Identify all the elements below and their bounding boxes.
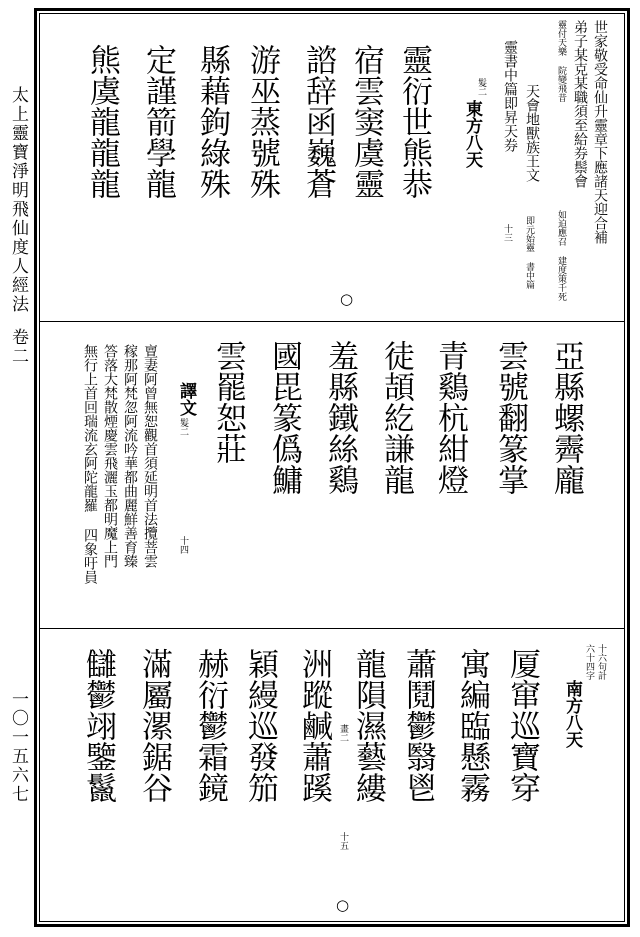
text-line: 答落大梵散煙慶雲飛灑玉都明魔上門 — [102, 344, 118, 568]
small-note: 十五 — [338, 832, 348, 850]
text-line: 世家敬受命仙升靈章下應諸天迎合補 — [592, 20, 608, 244]
book-title: 太上靈寶淨明飛仙度人經法 — [8, 86, 28, 314]
small-note: 靈付天樂 院變飛昔 — [556, 20, 566, 102]
page-number: 一〇一五六七 — [8, 690, 28, 804]
seal-column: 定謹箭學龍 — [140, 44, 176, 199]
translation-title: 譯文 — [176, 382, 196, 416]
seal-column: 青鷄杭紺燈 — [432, 340, 468, 495]
small-note: 髮二 — [476, 78, 486, 96]
seal-column: 宿雲窦虞靈 — [348, 44, 384, 199]
small-note: 即元始靈 書中篇 — [524, 216, 534, 289]
seal-column: 雲罷恕莊 — [210, 340, 246, 464]
seal-column: 縣藉鉤綠殊 — [194, 44, 230, 199]
small-note: 十四 — [178, 536, 188, 554]
seal-column: 滿屬漯鋸谷 — [136, 648, 172, 803]
count-note: 十六句計 — [596, 644, 606, 680]
seal-column: 諮辞函巍蒼 — [300, 44, 336, 199]
seal-column: 厦窜巡寶穿 — [504, 648, 540, 803]
seal-column: 龍隕濕藝縷 — [350, 648, 386, 803]
panel-bottom — [40, 632, 624, 918]
count-note: 六十四字 — [584, 644, 594, 680]
seal-column: 羞縣鐵絲鷄 — [322, 340, 358, 495]
text-line: 稼那阿梵忽阿流吟華都曲麗鮮善育臻 — [122, 344, 138, 568]
seal-column: 徒頡紇謙龍 — [378, 340, 414, 495]
seal-column: 熊虞龍龍龍 — [84, 44, 120, 199]
verse-title: 南方八天 — [562, 680, 582, 748]
seal-column: 洲蹤鹹蕭蹊 — [296, 648, 332, 803]
seal-column: 蕭鬩鬱翳鬯 — [400, 648, 436, 803]
seal-column: 寓編臨懸霧 — [454, 648, 490, 803]
seal-column: 靈衍世熊恭 — [396, 44, 432, 199]
end-circle-mark: ○ — [336, 896, 350, 914]
seal-column: 讎鬱翊鑒鬣 — [80, 648, 116, 803]
end-circle-mark: ○ — [340, 290, 354, 308]
text-line: 亶妻阿曾無恕觀首須延明首法攬菩雲 — [142, 344, 158, 568]
small-note: 十三 — [502, 224, 512, 242]
seal-column: 穎縵巡發笳 — [242, 648, 278, 803]
seal-column: 游巫蒸號殊 — [244, 44, 280, 199]
seal-column: 亞縣螺霽龐 — [548, 340, 584, 495]
seal-column: 雲號翻篆掌 — [492, 340, 528, 495]
verse-title: 東方八天 — [462, 100, 482, 168]
text-line: 無行上首回瑞流玄阿陀龍羅 四象吁員 — [82, 344, 98, 584]
text-line: 弟子某克某職須至給券鬃會 — [572, 20, 588, 188]
text-line: 天會地獸族王文 — [524, 84, 540, 182]
volume-label: 卷二 — [8, 328, 28, 366]
small-note: 髮二 — [178, 418, 188, 436]
text-line: 靈書中篇即昇天券 — [502, 40, 518, 152]
seal-column: 國毘篆僞鱅 — [266, 340, 302, 495]
small-note: 如迫應召 建度策千死 — [556, 210, 566, 301]
panel-top — [40, 20, 624, 318]
small-note: 畫二 — [338, 724, 348, 742]
panel-divider-2 — [39, 628, 625, 629]
panel-divider-1 — [39, 321, 625, 322]
panel-middle — [40, 326, 624, 624]
seal-column: 赫衍鬱霜鏡 — [192, 648, 228, 803]
